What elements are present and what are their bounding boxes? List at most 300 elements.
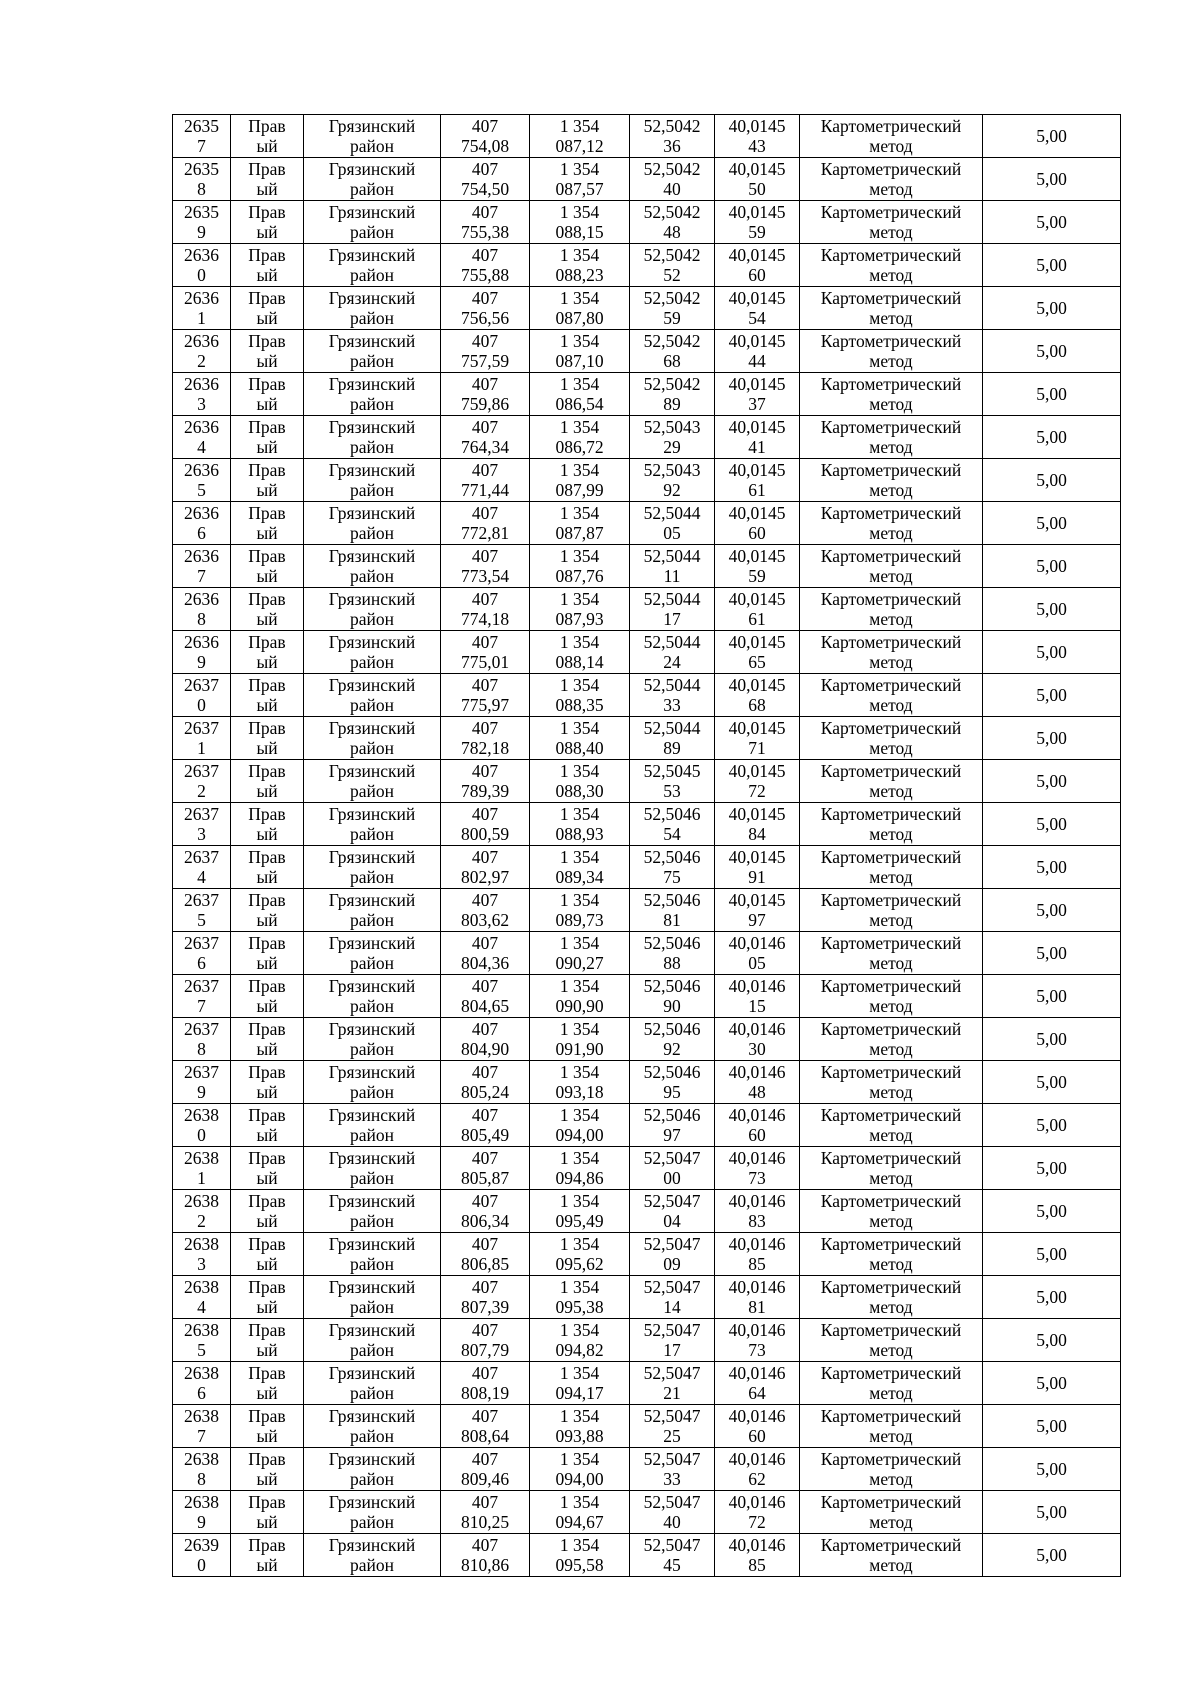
point-number-cell-line-2: 3	[197, 394, 206, 414]
side-cell	[231, 975, 304, 1018]
y-coordinate-cell-line-1: 1 354	[559, 201, 600, 222]
longitude-cell-line-2: 85	[748, 1254, 766, 1274]
longitude-cell	[715, 717, 800, 760]
district-cell-line-1: Грязинский	[328, 1018, 416, 1039]
x-coordinate-cell-line-1: 407	[471, 932, 499, 953]
method-cell	[800, 1319, 983, 1362]
y-coordinate-cell-line-1: 1 354	[559, 330, 600, 351]
side-cell-line-1: Прав	[248, 201, 286, 222]
longitude-cell	[715, 1104, 800, 1147]
y-coordinate-cell-line-2: 094,00	[555, 1125, 604, 1145]
longitude-cell	[715, 244, 800, 287]
longitude-cell-line-1: 40,0146	[728, 1534, 786, 1555]
x-coordinate-cell	[441, 631, 530, 674]
point-number-cell-line-2: 7	[197, 1426, 206, 1446]
table-row	[173, 287, 1121, 330]
point-number-cell-line-1: 2635	[184, 201, 219, 222]
latitude-cell-line-2: 40	[663, 1512, 681, 1532]
x-coordinate-cell-line-1: 407	[471, 1405, 499, 1426]
longitude-cell-line-1: 40,0146	[728, 1233, 786, 1254]
point-number-cell	[173, 588, 231, 631]
side-cell	[231, 416, 304, 459]
side-cell	[231, 1362, 304, 1405]
district-cell-line-1: Грязинский	[328, 1233, 416, 1254]
longitude-cell-line-1: 40,0145	[728, 287, 786, 308]
latitude-cell-line-2: 25	[663, 1426, 681, 1446]
point-number-cell-line-2: 4	[197, 437, 206, 457]
method-cell	[800, 1018, 983, 1061]
latitude-cell-line-2: 24	[663, 652, 681, 672]
method-cell-line-1: Картометрический	[820, 1276, 962, 1297]
longitude-cell-line-1: 40,0146	[728, 1405, 786, 1426]
table-row	[173, 1104, 1121, 1147]
x-coordinate-cell-line-2: 806,85	[460, 1254, 510, 1274]
district-cell-line-2: район	[350, 1512, 394, 1532]
latitude-cell-line-2: 04	[663, 1211, 681, 1231]
y-coordinate-cell-line-1: 1 354	[559, 1104, 600, 1125]
side-cell-line-1: Прав	[248, 1190, 286, 1211]
district-cell-line-2: район	[350, 1168, 394, 1188]
accuracy-cell: 5,00	[983, 1018, 1121, 1061]
side-cell	[231, 803, 304, 846]
method-cell-line-1: Картометрический	[820, 158, 962, 179]
district-cell-line-2: район	[350, 1039, 394, 1059]
y-coordinate-cell	[530, 717, 630, 760]
side-cell-line-1: Прав	[248, 760, 286, 781]
accuracy-cell: 5,00	[983, 717, 1121, 760]
district-cell	[304, 115, 441, 158]
latitude-cell-line-1: 52,5043	[643, 416, 701, 437]
method-cell-line-2: метод	[869, 1082, 913, 1102]
latitude-cell	[630, 1448, 715, 1491]
x-coordinate-cell	[441, 201, 530, 244]
method-cell-line-1: Картометрический	[820, 1104, 962, 1125]
table-row	[173, 201, 1121, 244]
district-cell	[304, 1104, 441, 1147]
table-row	[173, 459, 1121, 502]
latitude-cell	[630, 1405, 715, 1448]
y-coordinate-cell	[530, 1104, 630, 1147]
method-cell-line-1: Картометрический	[820, 1018, 962, 1039]
side-cell-line-2: ый	[256, 738, 278, 758]
table-row	[173, 158, 1121, 201]
point-number-cell-line-1: 2638	[184, 1362, 219, 1383]
district-cell	[304, 502, 441, 545]
point-number-cell-line-2: 9	[197, 222, 206, 242]
x-coordinate-cell-line-2: 807,39	[460, 1297, 510, 1317]
x-coordinate-cell-line-1: 407	[471, 1233, 499, 1254]
longitude-cell-line-2: 72	[748, 781, 766, 801]
coordinates-table	[172, 114, 1121, 1577]
point-number-cell	[173, 674, 231, 717]
y-coordinate-cell	[530, 287, 630, 330]
side-cell-line-2: ый	[256, 910, 278, 930]
side-cell	[231, 1491, 304, 1534]
latitude-cell-line-1: 52,5042	[643, 287, 701, 308]
method-cell-line-2: метод	[869, 1383, 913, 1403]
longitude-cell	[715, 1190, 800, 1233]
method-cell	[800, 373, 983, 416]
point-number-cell-line-2: 2	[197, 351, 206, 371]
x-coordinate-cell-line-2: 772,81	[460, 523, 510, 543]
district-cell-line-1: Грязинский	[328, 803, 416, 824]
table-row	[173, 416, 1121, 459]
y-coordinate-cell-line-1: 1 354	[559, 1147, 600, 1168]
district-cell-line-1: Грязинский	[328, 244, 416, 265]
method-cell-line-1: Картометрический	[820, 545, 962, 566]
latitude-cell-line-1: 52,5047	[643, 1319, 701, 1340]
x-coordinate-cell-line-2: 804,65	[460, 996, 510, 1016]
side-cell	[231, 846, 304, 889]
y-coordinate-cell-line-2: 088,40	[555, 738, 604, 758]
latitude-cell-line-2: 36	[663, 136, 681, 156]
side-cell-line-2: ый	[256, 523, 278, 543]
latitude-cell-line-1: 52,5047	[643, 1276, 701, 1297]
latitude-cell-line-1: 52,5046	[643, 1018, 701, 1039]
longitude-cell-line-1: 40,0145	[728, 545, 786, 566]
y-coordinate-cell	[530, 760, 630, 803]
x-coordinate-cell	[441, 330, 530, 373]
latitude-cell-line-1: 52,5046	[643, 1061, 701, 1082]
method-cell	[800, 1448, 983, 1491]
method-cell-line-1: Картометрический	[820, 631, 962, 652]
latitude-cell	[630, 502, 715, 545]
latitude-cell-line-2: 29	[663, 437, 681, 457]
longitude-cell-line-1: 40,0145	[728, 760, 786, 781]
longitude-cell-line-2: 30	[748, 1039, 766, 1059]
district-cell-line-1: Грязинский	[328, 975, 416, 996]
point-number-cell-line-1: 2638	[184, 1147, 219, 1168]
point-number-cell-line-2: 7	[197, 566, 206, 586]
longitude-cell-line-2: 15	[748, 996, 766, 1016]
x-coordinate-cell	[441, 975, 530, 1018]
longitude-cell	[715, 502, 800, 545]
longitude-cell-line-1: 40,0145	[728, 717, 786, 738]
longitude-cell-line-2: 54	[748, 308, 766, 328]
side-cell	[231, 588, 304, 631]
x-coordinate-cell	[441, 1147, 530, 1190]
district-cell-line-1: Грязинский	[328, 1362, 416, 1383]
longitude-cell-line-2: 60	[748, 1125, 766, 1145]
table-row	[173, 932, 1121, 975]
district-cell	[304, 1362, 441, 1405]
point-number-cell-line-1: 2637	[184, 760, 219, 781]
point-number-cell	[173, 287, 231, 330]
point-number-cell	[173, 1190, 231, 1233]
side-cell-line-2: ый	[256, 566, 278, 586]
method-cell-line-2: метод	[869, 480, 913, 500]
point-number-cell-line-2: 1	[197, 308, 206, 328]
district-cell	[304, 717, 441, 760]
table-row	[173, 1405, 1121, 1448]
y-coordinate-cell-line-2: 088,30	[555, 781, 604, 801]
x-coordinate-cell-line-1: 407	[471, 330, 499, 351]
method-cell-line-2: метод	[869, 996, 913, 1016]
side-cell-line-1: Прав	[248, 502, 286, 523]
y-coordinate-cell	[530, 588, 630, 631]
y-coordinate-cell-line-1: 1 354	[559, 631, 600, 652]
y-coordinate-cell-line-2: 093,18	[555, 1082, 604, 1102]
y-coordinate-cell-line-2: 087,57	[555, 179, 604, 199]
latitude-cell-line-2: 95	[663, 1082, 681, 1102]
side-cell-line-2: ый	[256, 824, 278, 844]
x-coordinate-cell-line-1: 407	[471, 846, 499, 867]
point-number-cell	[173, 1534, 231, 1577]
district-cell-line-2: район	[350, 394, 394, 414]
point-number-cell-line-2: 0	[197, 265, 206, 285]
y-coordinate-cell-line-2: 089,34	[555, 867, 604, 887]
method-cell	[800, 1233, 983, 1276]
method-cell-line-2: метод	[869, 566, 913, 586]
y-coordinate-cell	[530, 115, 630, 158]
latitude-cell-line-2: 52	[663, 265, 681, 285]
x-coordinate-cell	[441, 588, 530, 631]
x-coordinate-cell-line-2: 771,44	[460, 480, 510, 500]
district-cell	[304, 889, 441, 932]
accuracy-cell: 5,00	[983, 1190, 1121, 1233]
x-coordinate-cell-line-2: 810,25	[460, 1512, 510, 1532]
longitude-cell	[715, 416, 800, 459]
y-coordinate-cell-line-2: 087,80	[555, 308, 604, 328]
longitude-cell	[715, 631, 800, 674]
longitude-cell	[715, 459, 800, 502]
y-coordinate-cell-line-1: 1 354	[559, 416, 600, 437]
x-coordinate-cell-line-2: 754,08	[460, 136, 510, 156]
table-row	[173, 545, 1121, 588]
x-coordinate-cell	[441, 889, 530, 932]
district-cell-line-2: район	[350, 265, 394, 285]
x-coordinate-cell-line-2: 755,38	[460, 222, 510, 242]
district-cell	[304, 932, 441, 975]
district-cell-line-1: Грязинский	[328, 889, 416, 910]
side-cell	[231, 1018, 304, 1061]
side-cell	[231, 674, 304, 717]
side-cell-line-2: ый	[256, 1383, 278, 1403]
longitude-cell-line-2: 05	[748, 953, 766, 973]
side-cell-line-1: Прав	[248, 1319, 286, 1340]
district-cell	[304, 1147, 441, 1190]
longitude-cell	[715, 803, 800, 846]
district-cell-line-2: район	[350, 738, 394, 758]
side-cell-line-2: ый	[256, 1211, 278, 1231]
side-cell	[231, 760, 304, 803]
x-coordinate-cell-line-2: 756,56	[460, 308, 510, 328]
y-coordinate-cell-line-1: 1 354	[559, 760, 600, 781]
district-cell	[304, 459, 441, 502]
point-number-cell-line-1: 2637	[184, 803, 219, 824]
district-cell-line-1: Грязинский	[328, 287, 416, 308]
longitude-cell-line-2: 44	[748, 351, 766, 371]
table-row	[173, 502, 1121, 545]
latitude-cell	[630, 1147, 715, 1190]
latitude-cell-line-2: 40	[663, 179, 681, 199]
district-cell-line-1: Грязинский	[328, 502, 416, 523]
district-cell-line-1: Грязинский	[328, 1190, 416, 1211]
side-cell-line-2: ый	[256, 1254, 278, 1274]
side-cell-line-1: Прав	[248, 1061, 286, 1082]
accuracy-cell: 5,00	[983, 1319, 1121, 1362]
longitude-cell-line-1: 40,0145	[728, 674, 786, 695]
district-cell-line-2: район	[350, 566, 394, 586]
longitude-cell	[715, 1491, 800, 1534]
y-coordinate-cell	[530, 631, 630, 674]
district-cell	[304, 1405, 441, 1448]
y-coordinate-cell	[530, 1448, 630, 1491]
district-cell-line-1: Грязинский	[328, 1276, 416, 1297]
latitude-cell-line-2: 21	[663, 1383, 681, 1403]
point-number-cell-line-1: 2637	[184, 932, 219, 953]
point-number-cell-line-2: 9	[197, 1082, 206, 1102]
side-cell-line-2: ый	[256, 1469, 278, 1489]
point-number-cell-line-2: 8	[197, 1039, 206, 1059]
y-coordinate-cell	[530, 330, 630, 373]
x-coordinate-cell-line-1: 407	[471, 416, 499, 437]
district-cell-line-2: район	[350, 222, 394, 242]
side-cell	[231, 932, 304, 975]
side-cell-line-1: Прав	[248, 1233, 286, 1254]
side-cell-line-2: ый	[256, 308, 278, 328]
latitude-cell-line-1: 52,5046	[643, 1104, 701, 1125]
x-coordinate-cell-line-2: 757,59	[460, 351, 510, 371]
side-cell	[231, 1405, 304, 1448]
side-cell-line-2: ый	[256, 1039, 278, 1059]
accuracy-cell: 5,00	[983, 1448, 1121, 1491]
latitude-cell-line-1: 52,5046	[643, 846, 701, 867]
point-number-cell	[173, 717, 231, 760]
y-coordinate-cell-line-1: 1 354	[559, 932, 600, 953]
y-coordinate-cell-line-1: 1 354	[559, 803, 600, 824]
district-cell-line-1: Грязинский	[328, 1448, 416, 1469]
y-coordinate-cell	[530, 975, 630, 1018]
method-cell-line-1: Картометрический	[820, 932, 962, 953]
x-coordinate-cell	[441, 1319, 530, 1362]
district-cell-line-2: район	[350, 351, 394, 371]
point-number-cell-line-2: 8	[197, 609, 206, 629]
latitude-cell-line-1: 52,5042	[643, 115, 701, 136]
x-coordinate-cell-line-2: 754,50	[460, 179, 510, 199]
x-coordinate-cell-line-1: 407	[471, 1534, 499, 1555]
accuracy-cell: 5,00	[983, 1233, 1121, 1276]
side-cell-line-2: ый	[256, 265, 278, 285]
longitude-cell	[715, 975, 800, 1018]
point-number-cell	[173, 803, 231, 846]
district-cell-line-2: район	[350, 996, 394, 1016]
y-coordinate-cell	[530, 459, 630, 502]
x-coordinate-cell-line-2: 807,79	[460, 1340, 510, 1360]
accuracy-cell: 5,00	[983, 201, 1121, 244]
table-body	[173, 115, 1121, 1577]
y-coordinate-cell-line-1: 1 354	[559, 502, 600, 523]
point-number-cell-line-1: 2637	[184, 975, 219, 996]
district-cell	[304, 588, 441, 631]
latitude-cell-line-1: 52,5044	[643, 545, 701, 566]
y-coordinate-cell-line-1: 1 354	[559, 1448, 600, 1469]
latitude-cell	[630, 416, 715, 459]
latitude-cell	[630, 1319, 715, 1362]
point-number-cell	[173, 1362, 231, 1405]
method-cell-line-2: метод	[869, 1297, 913, 1317]
method-cell	[800, 760, 983, 803]
method-cell-line-2: метод	[869, 222, 913, 242]
latitude-cell	[630, 201, 715, 244]
side-cell-line-2: ый	[256, 222, 278, 242]
latitude-cell-line-2: 89	[663, 738, 681, 758]
accuracy-cell: 5,00	[983, 674, 1121, 717]
point-number-cell-line-2: 0	[197, 1125, 206, 1145]
x-coordinate-cell	[441, 846, 530, 889]
side-cell	[231, 1190, 304, 1233]
latitude-cell	[630, 932, 715, 975]
x-coordinate-cell	[441, 373, 530, 416]
longitude-cell-line-2: 85	[748, 1555, 766, 1575]
y-coordinate-cell	[530, 1276, 630, 1319]
x-coordinate-cell-line-2: 773,54	[460, 566, 510, 586]
point-number-cell-line-2: 5	[197, 480, 206, 500]
longitude-cell-line-2: 61	[748, 480, 766, 500]
latitude-cell-line-2: 53	[663, 781, 681, 801]
latitude-cell-line-1: 52,5042	[643, 244, 701, 265]
point-number-cell	[173, 1405, 231, 1448]
accuracy-cell: 5,00	[983, 1147, 1121, 1190]
point-number-cell-line-1: 2639	[184, 1534, 219, 1555]
method-cell-line-1: Картометрический	[820, 201, 962, 222]
side-cell-line-2: ый	[256, 394, 278, 414]
x-coordinate-cell-line-1: 407	[471, 717, 499, 738]
point-number-cell	[173, 330, 231, 373]
side-cell-line-1: Прав	[248, 1448, 286, 1469]
x-coordinate-cell-line-2: 805,24	[460, 1082, 510, 1102]
x-coordinate-cell-line-1: 407	[471, 502, 499, 523]
method-cell-line-2: метод	[869, 910, 913, 930]
district-cell-line-1: Грязинский	[328, 1319, 416, 1340]
district-cell-line-1: Грязинский	[328, 545, 416, 566]
longitude-cell	[715, 889, 800, 932]
x-coordinate-cell-line-1: 407	[471, 588, 499, 609]
method-cell-line-1: Картометрический	[820, 674, 962, 695]
longitude-cell-line-1: 40,0145	[728, 373, 786, 394]
point-number-cell-line-2: 6	[197, 1383, 206, 1403]
table-row	[173, 846, 1121, 889]
y-coordinate-cell-line-1: 1 354	[559, 1319, 600, 1340]
side-cell	[231, 1233, 304, 1276]
x-coordinate-cell	[441, 502, 530, 545]
table-row	[173, 717, 1121, 760]
longitude-cell-line-2: 59	[748, 566, 766, 586]
latitude-cell-line-1: 52,5044	[643, 674, 701, 695]
x-coordinate-cell-line-1: 407	[471, 1104, 499, 1125]
district-cell-line-1: Грязинский	[328, 1104, 416, 1125]
y-coordinate-cell-line-2: 094,00	[555, 1469, 604, 1489]
latitude-cell-line-2: 97	[663, 1125, 681, 1145]
y-coordinate-cell-line-1: 1 354	[559, 1018, 600, 1039]
method-cell-line-1: Картометрический	[820, 846, 962, 867]
point-number-cell-line-2: 2	[197, 1211, 206, 1231]
point-number-cell-line-1: 2637	[184, 1061, 219, 1082]
point-number-cell-line-1: 2638	[184, 1233, 219, 1254]
point-number-cell	[173, 932, 231, 975]
longitude-cell-line-2: 81	[748, 1297, 766, 1317]
longitude-cell-line-2: 84	[748, 824, 766, 844]
y-coordinate-cell	[530, 244, 630, 287]
method-cell-line-1: Картометрический	[820, 330, 962, 351]
x-coordinate-cell-line-2: 764,34	[460, 437, 510, 457]
method-cell-line-2: метод	[869, 1512, 913, 1532]
table-row	[173, 1276, 1121, 1319]
point-number-cell-line-2: 0	[197, 1555, 206, 1575]
method-cell-line-1: Картометрический	[820, 1319, 962, 1340]
table-row	[173, 889, 1121, 932]
district-cell-line-2: район	[350, 1082, 394, 1102]
